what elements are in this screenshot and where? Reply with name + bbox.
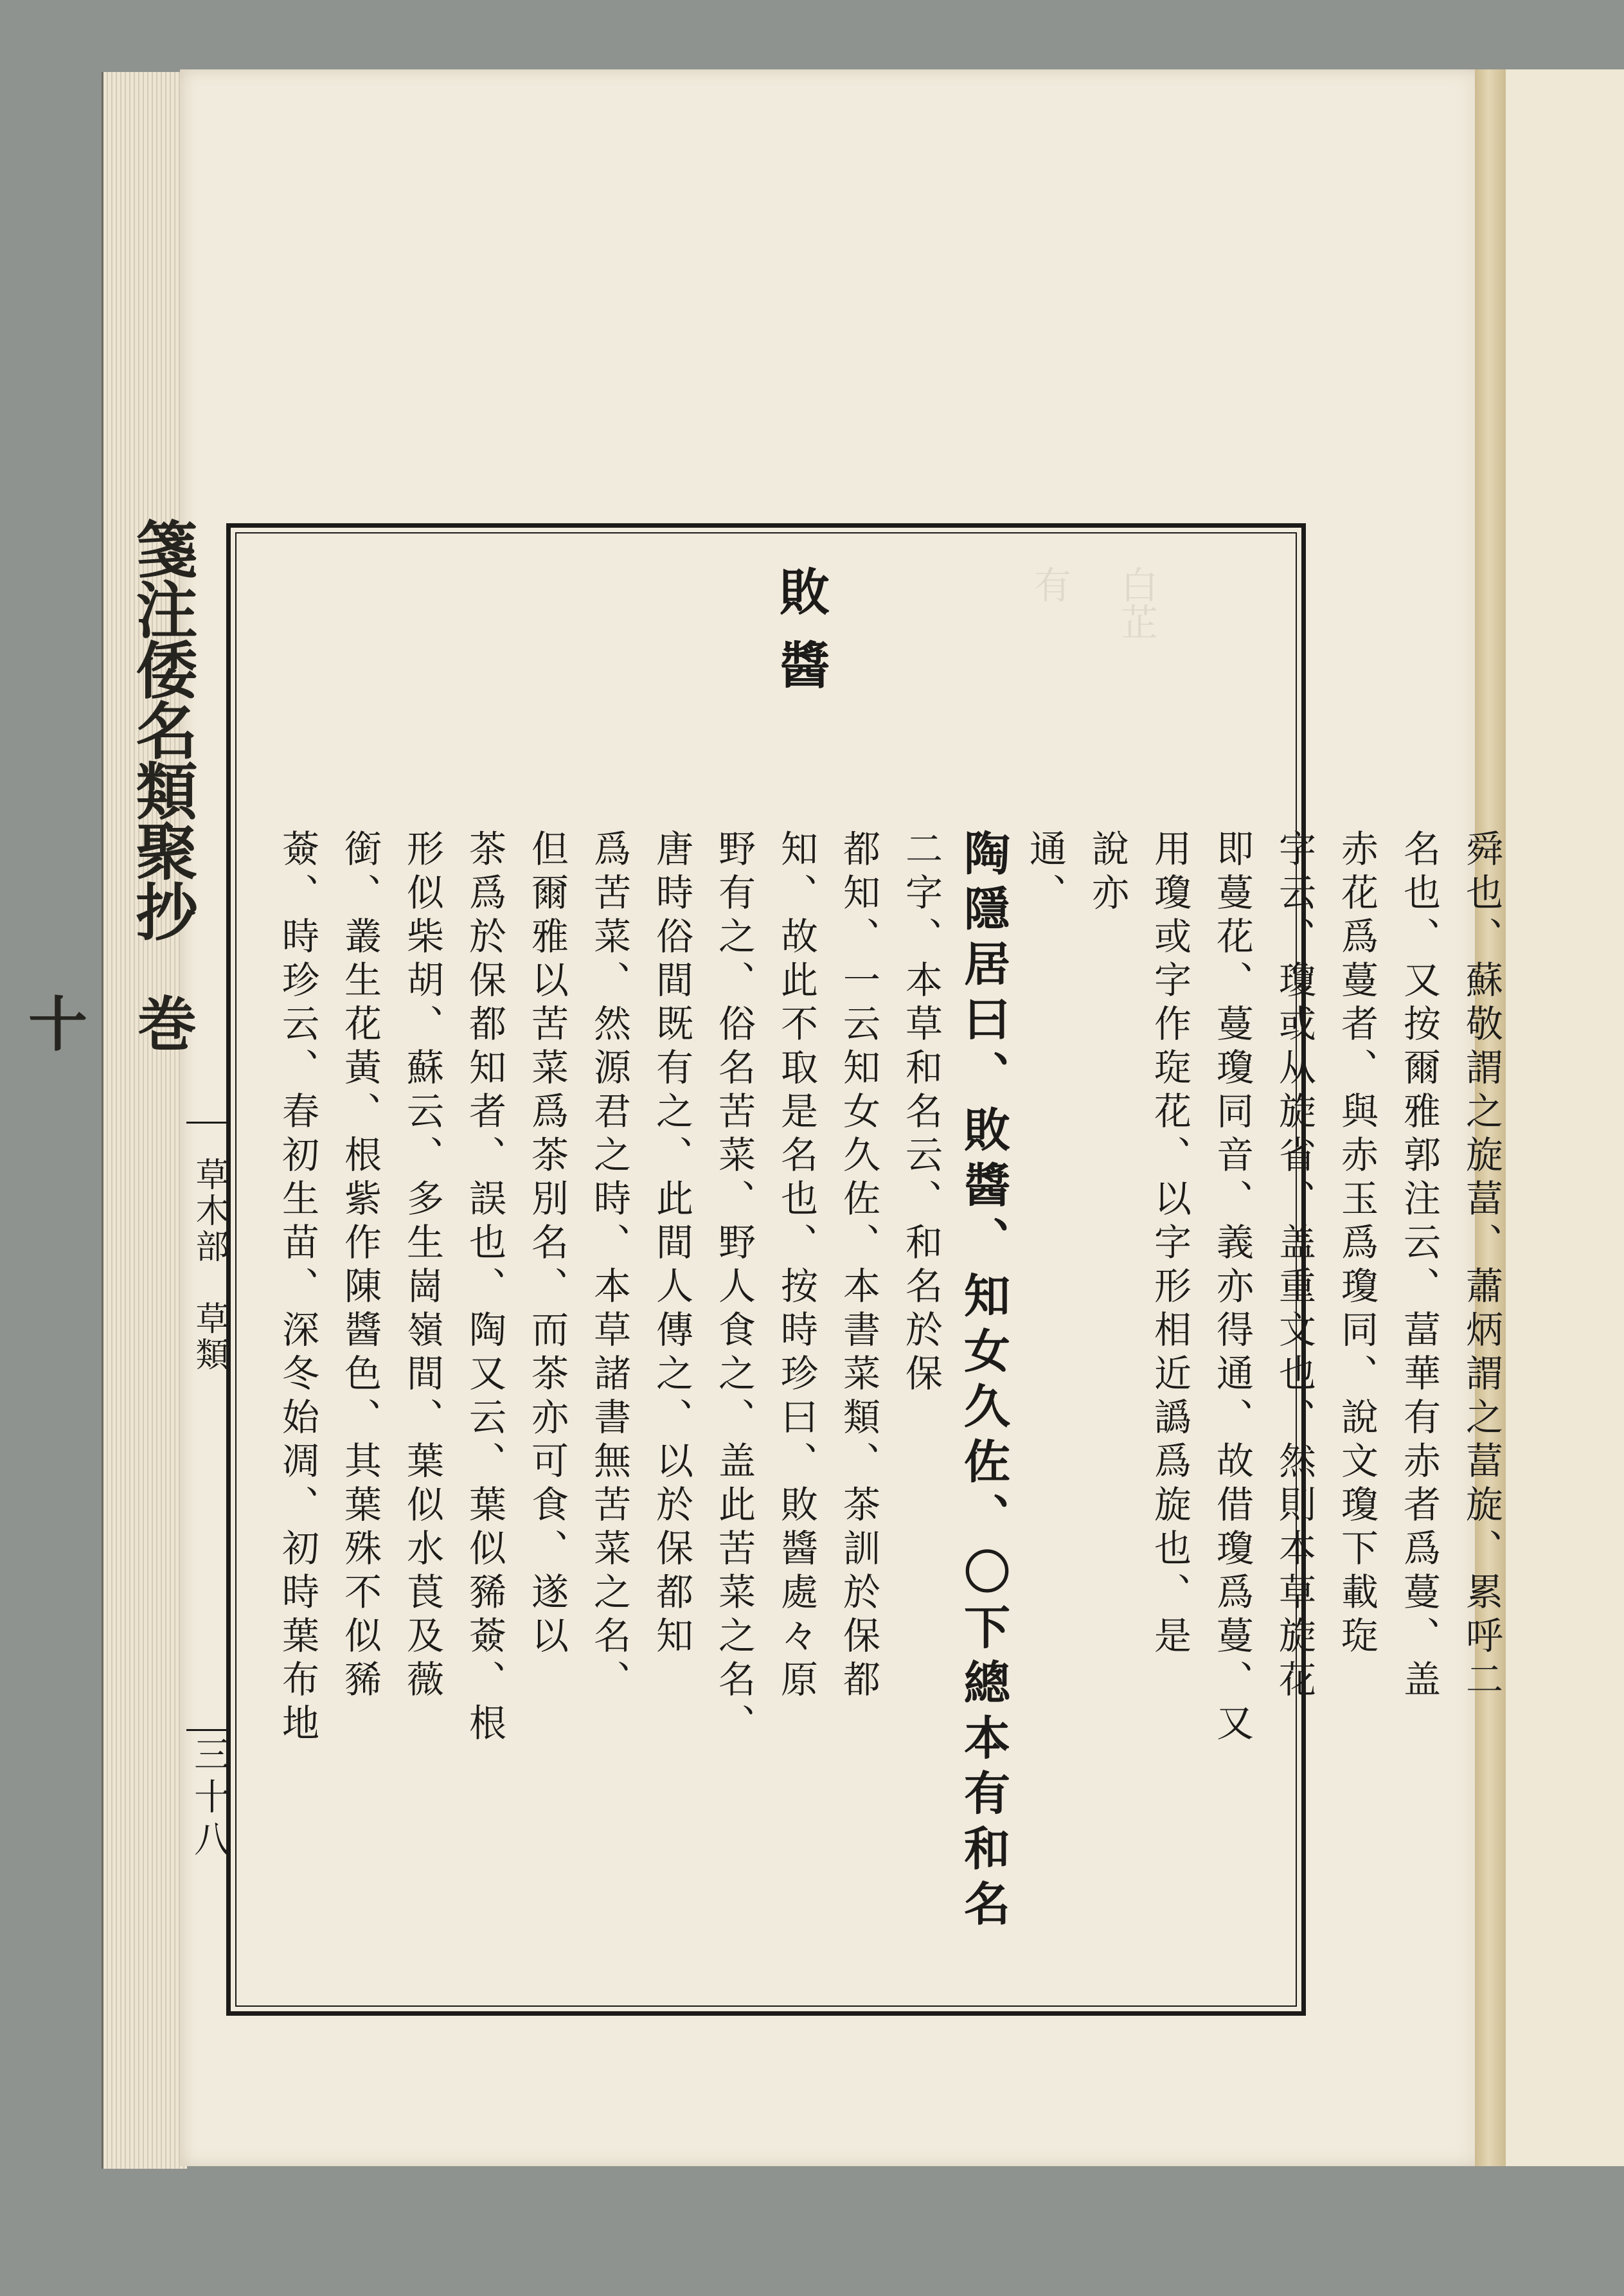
text-column: 形似柴胡、蘇云、多生崗嶺間、葉似水莨及薇	[400, 829, 444, 1703]
margin-rule	[186, 1122, 230, 1124]
text-column: 赤花爲蔓者、與赤玉爲瓊同、說文瓊下載琁	[1335, 829, 1379, 1660]
volume-label: 巻十	[19, 993, 197, 1052]
section-label: 草木部 草類	[190, 1157, 228, 1373]
text-column: 字云、瓊或从旋省、盖重文也、然則本草旋花	[1272, 829, 1316, 1703]
text-column: 知、故此不取是名也、按時珍曰、敗醬處々原	[774, 829, 818, 1703]
text-column: 爲苦菜、然源君之時、本草諸書無苦菜之名、	[587, 829, 631, 1703]
text-column: 通、	[1023, 829, 1067, 917]
text-column: 二字、本草和名云、和名於保	[899, 829, 943, 1397]
text-column: 說亦	[1085, 829, 1129, 917]
text-column: 薟、時珍云、春初生苗、深冬始凋、初時葉布地	[276, 829, 319, 1747]
text-column: 唐時俗間既有之、此間人傳之、以於保都知	[650, 829, 693, 1660]
text-column: 陶隱居曰、敗醬、知女久佐、〇下總本有和名	[956, 829, 1011, 1935]
text-column: 野有之、俗名苦菜、野人食之、盖此苦菜之名、	[712, 829, 756, 1747]
text-column: 名也、又按爾雅郭注云、葍華有赤者爲蔓、盖	[1397, 829, 1441, 1703]
page-number: 三十八	[188, 1735, 230, 1863]
text-column: 茶爲於保都知者、誤也、陶又云、葉似豨薟、根	[463, 829, 506, 1747]
page-stack-edge	[102, 72, 187, 2169]
text-column: 銜、叢生花黃、根紫作陳醬色、其葉殊不似豨	[338, 829, 382, 1703]
text-column: 但爾雅以苦菜爲茶別名、而茶亦可食、遂以	[525, 829, 569, 1660]
show-through-text: 白芷	[1114, 566, 1158, 640]
facing-page	[1506, 69, 1624, 2166]
text-column: 用瓊或字作琁花、以字形相近譌爲旋也、是	[1148, 829, 1191, 1660]
margin-rule	[186, 1729, 230, 1731]
text-column: 舜也、蘇敬謂之旋葍、蕭炳謂之葍旋、累呼二	[1459, 829, 1503, 1703]
show-through-text: 有	[1028, 566, 1071, 603]
entry-title: 敗醬	[771, 566, 830, 712]
book-title: 箋注倭名類聚抄	[126, 517, 199, 940]
text-column: 都知、一云知女久佐、本書菜類、茶訓於保都	[837, 829, 880, 1703]
text-column: 即蔓花、蔓瓊同音、義亦得通、故借瓊爲蔓、又	[1210, 829, 1254, 1747]
